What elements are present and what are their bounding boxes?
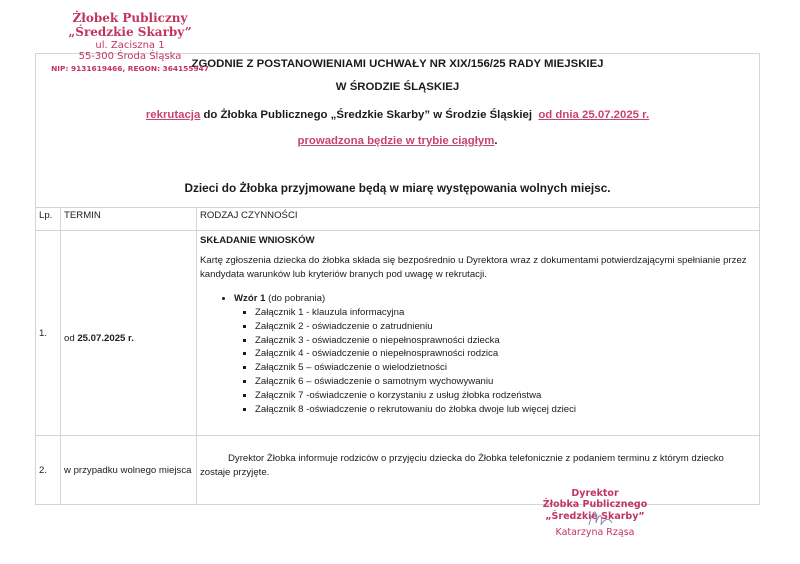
attachment-item: ▪ Załącznik 7 -oświadczenie o korzystaniu z usług żłobka rodzeństwa [255,389,756,403]
attachment-item: ▪ Załącznik 8 -oświadczenie o rekrutowaniu do żłobka dwoje lub więcej dzieci [255,403,756,417]
row-activity [197,436,760,505]
signature-signer: Katarzyna Rząsa [555,527,635,539]
row-number: 2. [36,436,61,505]
handwritten-signature-icon [585,505,615,529]
activity-description: Kartę zgłoszenia dziecka do żłobka składa się bezpośrednio u Dyrektora wraz z dokumentami potwierdzającymi spełnianie przez kandydata warunków lub kryteriów branych pod uwagę w rekrutacji. [200,255,747,280]
stamp-ids: NIP: 9131619466, REGON: 364155947 [51,63,209,73]
recruitment-statement [35,109,760,121]
template-item[interactable]: • Wzór 1 (do pobrania) ▪ Załącznik 1 - klauzula informacyjna ▪ Załącznik 2 - oświadczenie o zatrudnieniu ▪ Załącznik 3 - oświadczenie o niepełnosprawności dziecka ▪ Załącznik 4 - oświadczenie o niepełnosprawności rodzica ▪ Załącznik 5 – oświadczenie o wielodzietności ▪ Załącznik 6 – oświadczenie o samotnym wychowywaniu ▪ Załącznik 7 -oświadczenie o korzystaniu z usług żłobka rodzeństwa ▪ Załącznik 8 -oświadczenie o rekrutowaniu do żłobka dwoje lub więcej dzieci [234,292,756,417]
row-term: od 25.07.2025 r. [61,231,197,436]
signature-org-line1: Żłobka Publicznego [542,499,648,511]
recruitment-start-date: od dnia 25.07.2025 r. [538,109,650,121]
table-row [36,231,760,436]
attachment-item: ▪ Załącznik 3 - oświadczenie o niepełnosprawności dziecka [255,334,756,348]
attachment-item: ▪ Załącznik 4 - oświadczenie o niepełnosprawności rodzica [255,347,756,361]
recruitment-mode: prowadzona będzie w trybie ciągłym. [297,135,498,147]
stamp-street: ul. Zaciszna 1 [95,39,165,51]
stamp-name-line1: Żłobek Publiczny [72,11,188,25]
attachment-item: ▪ Załącznik 1 - klauzula informacyjna [255,306,756,320]
recruitment-institution: do Żłobka Publicznego „Średzkie Skarby” w Środzie Śląskiej [200,109,539,121]
signature-org-line2: „Średzkie Skarby” [545,510,645,522]
row-activity [197,231,760,436]
column-header-lp: Lp. [36,208,61,231]
recruitment-word: rekrutacja [145,109,201,121]
template-list [200,292,756,417]
table-header-row [36,208,760,231]
stamp-name-line2: „Średzkie Skarby” [68,24,192,39]
row-term: w przypadku wolnego miejsca [61,436,197,505]
admission-note: Dzieci do Żłobka przyjmowane będą w miarę występowania wolnych miejsc. [184,181,611,195]
column-header-term: TERMIN [61,208,197,231]
activity-title: SKŁADANIE WNIOSKÓW [200,235,315,246]
column-header-activity: RODZAJ CZYNNOŚCI [197,208,760,231]
resolution-heading-city: W ŚRODZIE ŚLĄSKIEJ [335,81,460,93]
recruitment-mode-text: prowadzona będzie w trybie ciągłym [297,135,495,147]
resolution-heading: ZGODNIE Z POSTANOWIENIAMI UCHWAŁY NR XIX/156/25 RADY MIEJSKIEJ [191,58,604,70]
activity-description: Dyrektor Żłobka informuje rodziców o przyjęciu dziecka do Żłobka telefonicznie z podaniem terminu z którym dziecko zostaje przyjęte. [200,453,724,479]
attachment-item: ▪ Załącznik 6 – oświadczenie o samotnym wychowywaniu [255,375,756,389]
recruitment-schedule-table [35,207,760,505]
attachment-item: ▪ Załącznik 2 - oświadczenie o zatrudnieniu [255,320,756,334]
attachment-list [234,306,756,417]
institution-stamp [40,12,220,73]
attachment-item: ▪ Załącznik 5 – oświadczenie o wielodzietności [255,361,756,375]
stamp-city: 55-300 Środa Śląska [78,51,182,63]
signature-title: Dyrektor [571,488,619,499]
row-number: 1. [36,231,61,436]
